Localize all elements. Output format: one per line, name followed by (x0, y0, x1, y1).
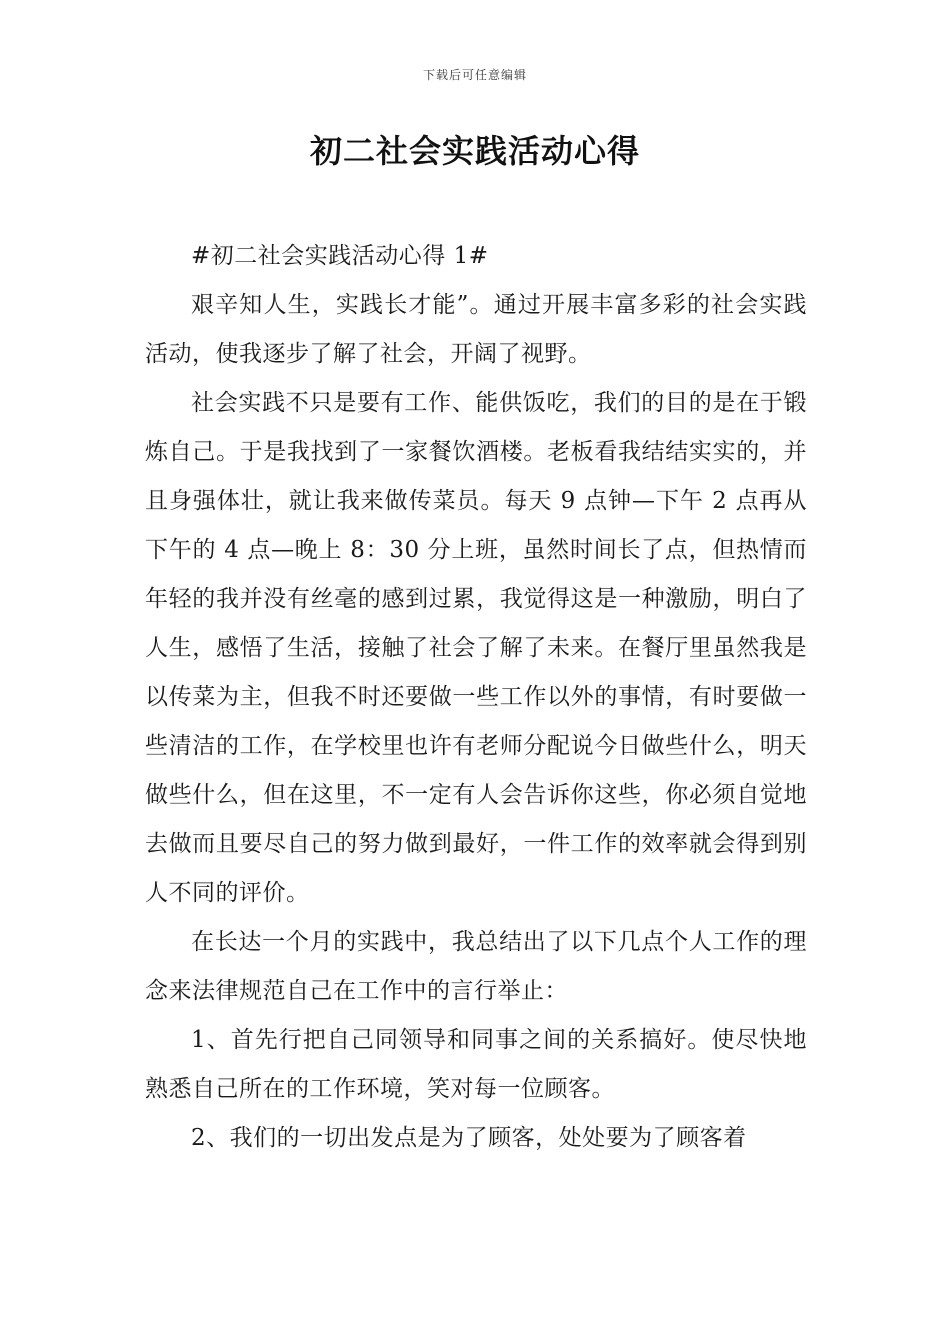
header-note: 下载后可任意编辑 (422, 68, 527, 82)
paragraph-2: 社会实践不只是要有工作、能供饭吃，我们的目的是在于锻炼自己。于是我找到了一家餐饮酒楼。老板看我结结实实的，并且身强体壮，就让我来做传菜员。每天 9 点钟—下午 2 点再从下午的 4 点—晚上 8：30 分上班，虽然时间长了点，但热情而年轻的我并没有丝毫的感到过累，我觉得这是一种激励，明白了人生，感悟了生活，接触了社会了解了未来。在餐厅里虽然我是以传菜为主，但我不时还要做一些工作以外的事情，有时要做一些清洁的工作，在学校里也许有老师分配说今日做些什么，明天做些什么，但在这里，不一定有人会告诉你这些，你必须自觉地去做而且要尽自己的努力做到最好，一件工作的效率就会得到别人不同的评价。 (145, 390, 807, 906)
page-title: 初二社会实践活动心得 (309, 132, 640, 170)
paragraph-1: 艰辛知人生，实践长才能”。通过开展丰富多彩的社会实践活动，使我逐步了解了社会，开阔了视野。 (145, 292, 807, 367)
paragraph-4: 1、首先行把自己同领导和同事之间的关系搞好。使尽快地熟悉自己所在的工作环境，笑对每一位顾客。 (145, 1027, 807, 1102)
section-heading: #初二社会实践活动心得 1# (191, 243, 489, 269)
paragraph-5: 2、我们的一切出发点是为了顾客，处处要为了顾客着 (191, 1125, 747, 1151)
paragraph-3: 在长达一个月的实践中，我总结出了以下几点个人工作的理念来法律规范自己在工作中的言行举止： (145, 929, 807, 1004)
document-body (145, 232, 807, 1163)
